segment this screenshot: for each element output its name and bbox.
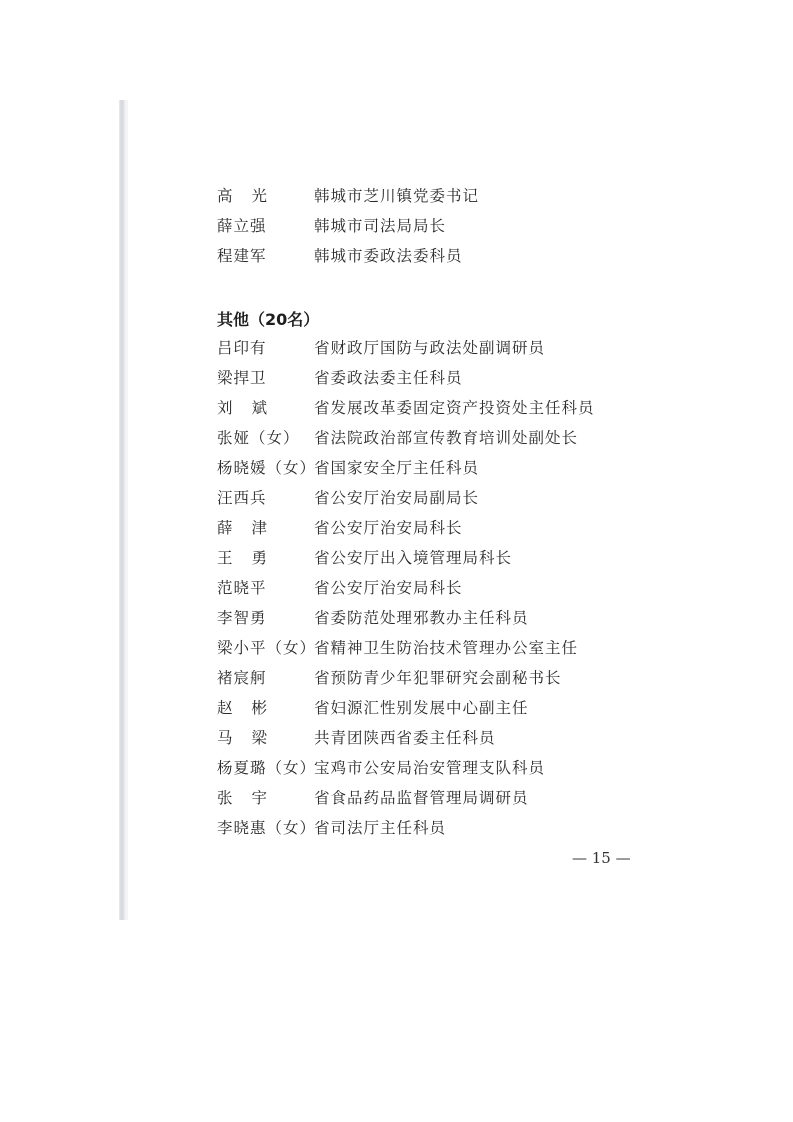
member-name: 褚宸舸 bbox=[217, 669, 267, 687]
member-name: 马梁 bbox=[217, 729, 287, 747]
list-item bbox=[0, 483, 793, 513]
member-title: 省公安厅出入境管理局科长 bbox=[314, 549, 513, 567]
member-name: 梁捍卫 bbox=[217, 369, 267, 387]
page-number: — 15 — bbox=[572, 849, 631, 867]
member-name: 杨晓媛（女） bbox=[217, 459, 317, 477]
list-item bbox=[0, 181, 793, 211]
list-item bbox=[0, 333, 793, 363]
member-title: 省精神卫生防治技术管理办公室主任 bbox=[314, 639, 579, 657]
member-name: 薛立强 bbox=[217, 217, 267, 235]
member-name: 李晓惠（女） bbox=[217, 819, 317, 837]
list-item bbox=[0, 783, 793, 813]
member-name: 汪西兵 bbox=[217, 489, 267, 507]
list-item bbox=[0, 241, 793, 271]
list-item bbox=[0, 573, 793, 603]
member-name: 张宇 bbox=[217, 789, 287, 807]
member-title: 省妇源汇性别发展中心副主任 bbox=[314, 699, 529, 717]
section-heading: 其他（20名） bbox=[217, 310, 320, 329]
list-item bbox=[0, 633, 793, 663]
member-title: 省预防青少年犯罪研究会副秘书长 bbox=[314, 669, 562, 687]
member-title: 省委防范处理邪教办主任科员 bbox=[314, 609, 529, 627]
member-name: 范晓平 bbox=[217, 579, 267, 597]
member-name: 李智勇 bbox=[217, 609, 267, 627]
list-item bbox=[0, 663, 793, 693]
member-title: 省财政厅国防与政法处副调研员 bbox=[314, 339, 546, 357]
list-item bbox=[0, 813, 793, 843]
list-item bbox=[0, 423, 793, 453]
member-title: 省食品药品监督管理局调研员 bbox=[314, 789, 529, 807]
member-title: 省发展改革委固定资产投资处主任科员 bbox=[314, 399, 595, 417]
member-title: 宝鸡市公安局治安管理支队科员 bbox=[314, 759, 546, 777]
member-title: 省国家安全厅主任科员 bbox=[314, 459, 480, 477]
member-name: 赵彬 bbox=[217, 699, 287, 717]
member-name: 张娅（女） bbox=[217, 429, 300, 447]
member-title: 韩城市芝川镇党委书记 bbox=[314, 187, 480, 205]
member-title: 韩城市司法局局长 bbox=[314, 217, 447, 235]
member-title: 韩城市委政法委科员 bbox=[314, 247, 463, 265]
list-item bbox=[0, 603, 793, 633]
member-title: 省公安厅治安局科长 bbox=[314, 519, 463, 537]
member-title: 省公安厅治安局副局长 bbox=[314, 489, 480, 507]
list-item bbox=[0, 723, 793, 753]
member-name: 王勇 bbox=[217, 549, 287, 567]
member-name: 薛津 bbox=[217, 519, 287, 537]
member-title: 省公安厅治安局科长 bbox=[314, 579, 463, 597]
member-name: 高光 bbox=[217, 187, 287, 205]
list-item bbox=[0, 393, 793, 423]
member-name: 杨夏璐（女） bbox=[217, 759, 317, 777]
list-item bbox=[0, 513, 793, 543]
member-title: 共青团陕西省委主任科员 bbox=[314, 729, 496, 747]
list-item bbox=[0, 693, 793, 723]
member-title: 省法院政治部宣传教育培训处副处长 bbox=[314, 429, 579, 447]
list-item bbox=[0, 211, 793, 241]
list-item bbox=[0, 363, 793, 393]
member-title: 省司法厅主任科员 bbox=[314, 819, 447, 837]
member-name: 吕印有 bbox=[217, 339, 267, 357]
member-title: 省委政法委主任科员 bbox=[314, 369, 463, 387]
member-name: 程建军 bbox=[217, 247, 267, 265]
member-name: 刘斌 bbox=[217, 399, 287, 417]
list-item bbox=[0, 753, 793, 783]
list-item bbox=[0, 453, 793, 483]
member-name: 梁小平（女） bbox=[217, 639, 317, 657]
list-item bbox=[0, 543, 793, 573]
